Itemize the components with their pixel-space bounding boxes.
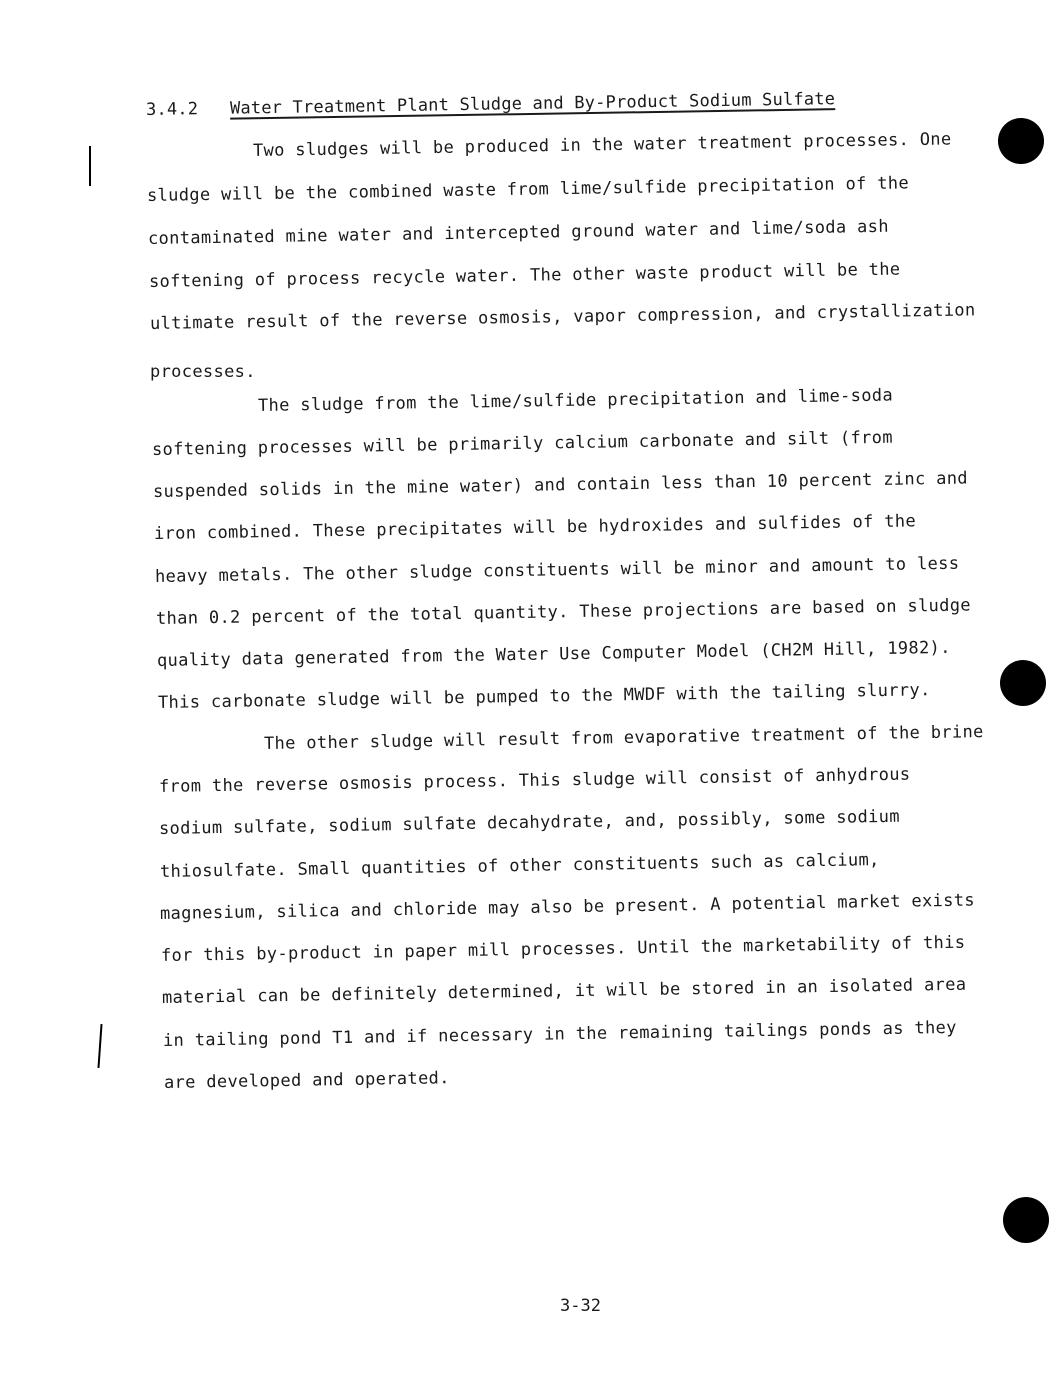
revision-bar-bottom [97, 1024, 102, 1068]
section-number: 3.4.2 [145, 99, 199, 120]
section-heading [146, 89, 835, 120]
punch-hole-bottom [1003, 1197, 1049, 1243]
paragraph-1-line-5: ultimate result of the reverse osmosis, vapor compression, and crystallization [149, 300, 976, 334]
paragraph-2-line-8: This carbonate sludge will be pumped to the MWDF with the tailing slurry. [157, 680, 931, 713]
paragraph-2-line-1: The sludge from the lime/sulfide precipitation and lime-soda [257, 385, 894, 416]
paragraph-1-line-3: contaminated mine water and intercepted ground water and lime/soda ash [147, 216, 890, 249]
paragraph-1-line-1: Two sludges will be produced in the water treatment processes. One [252, 129, 952, 161]
paragraph-3-line-9: are developed and operated. [163, 1068, 450, 1093]
punch-hole-top [998, 118, 1044, 164]
paragraph-2-line-6: than 0.2 percent of the total quantity. These projections are based on sludge [155, 595, 972, 629]
paragraph-3-line-6: for this by-product in paper mill processes. Until the marketability of this [160, 932, 966, 966]
punch-hole-middle [1000, 660, 1046, 706]
page-number: 3-32 [560, 1296, 601, 1316]
paragraph-2-line-7: quality data generated from the Water Use Computer Model (CH2M Hill, 1982). [156, 637, 951, 671]
revision-bar-top [89, 146, 91, 186]
paragraph-2-line-4: iron combined. These precipitates will be hydroxides and sulfides of the [153, 511, 917, 544]
paragraph-3-line-2: from the reverse osmosis process. This sludge will consist of anhydrous [158, 764, 911, 797]
paragraph-1-line-4: softening of process recycle water. The other waste product will be the [148, 259, 901, 292]
paragraph-3-line-4: thiosulfate. Small quantities of other constituents such as calcium, [159, 850, 880, 882]
paragraph-3-line-1: The other sludge will result from evaporative treatment of the brine [263, 722, 984, 754]
paragraph-2-line-3: suspended solids in the mine water) and contain less than 10 percent zinc and [152, 468, 969, 502]
paragraph-3-line-8: in tailing pond T1 and if necessary in the remaining tailings ponds as they [162, 1017, 957, 1051]
paragraph-1-line-6: processes. [150, 362, 256, 382]
paragraph-2-line-2: softening processes will be primarily calcium carbonate and silt (from [151, 427, 894, 460]
section-title: Water Treatment Plant Sludge and By-Product Sodium Sulfate [229, 89, 836, 119]
paragraph-3-line-7: material can be definitely determined, it will be stored in an isolated area [161, 974, 967, 1008]
paragraph-3-line-5: magnesium, silica and chloride may also be present. A potential market exists [159, 890, 976, 924]
paragraph-3-line-3: sodium sulfate, sodium sulfate decahydrate, and, possibly, some sodium [158, 806, 901, 839]
paragraph-1-line-2: sludge will be the combined waste from lime/sulfide precipitation of the [146, 173, 910, 206]
paragraph-2-line-5: heavy metals. The other sludge constituents will be minor and amount to less [154, 553, 960, 587]
